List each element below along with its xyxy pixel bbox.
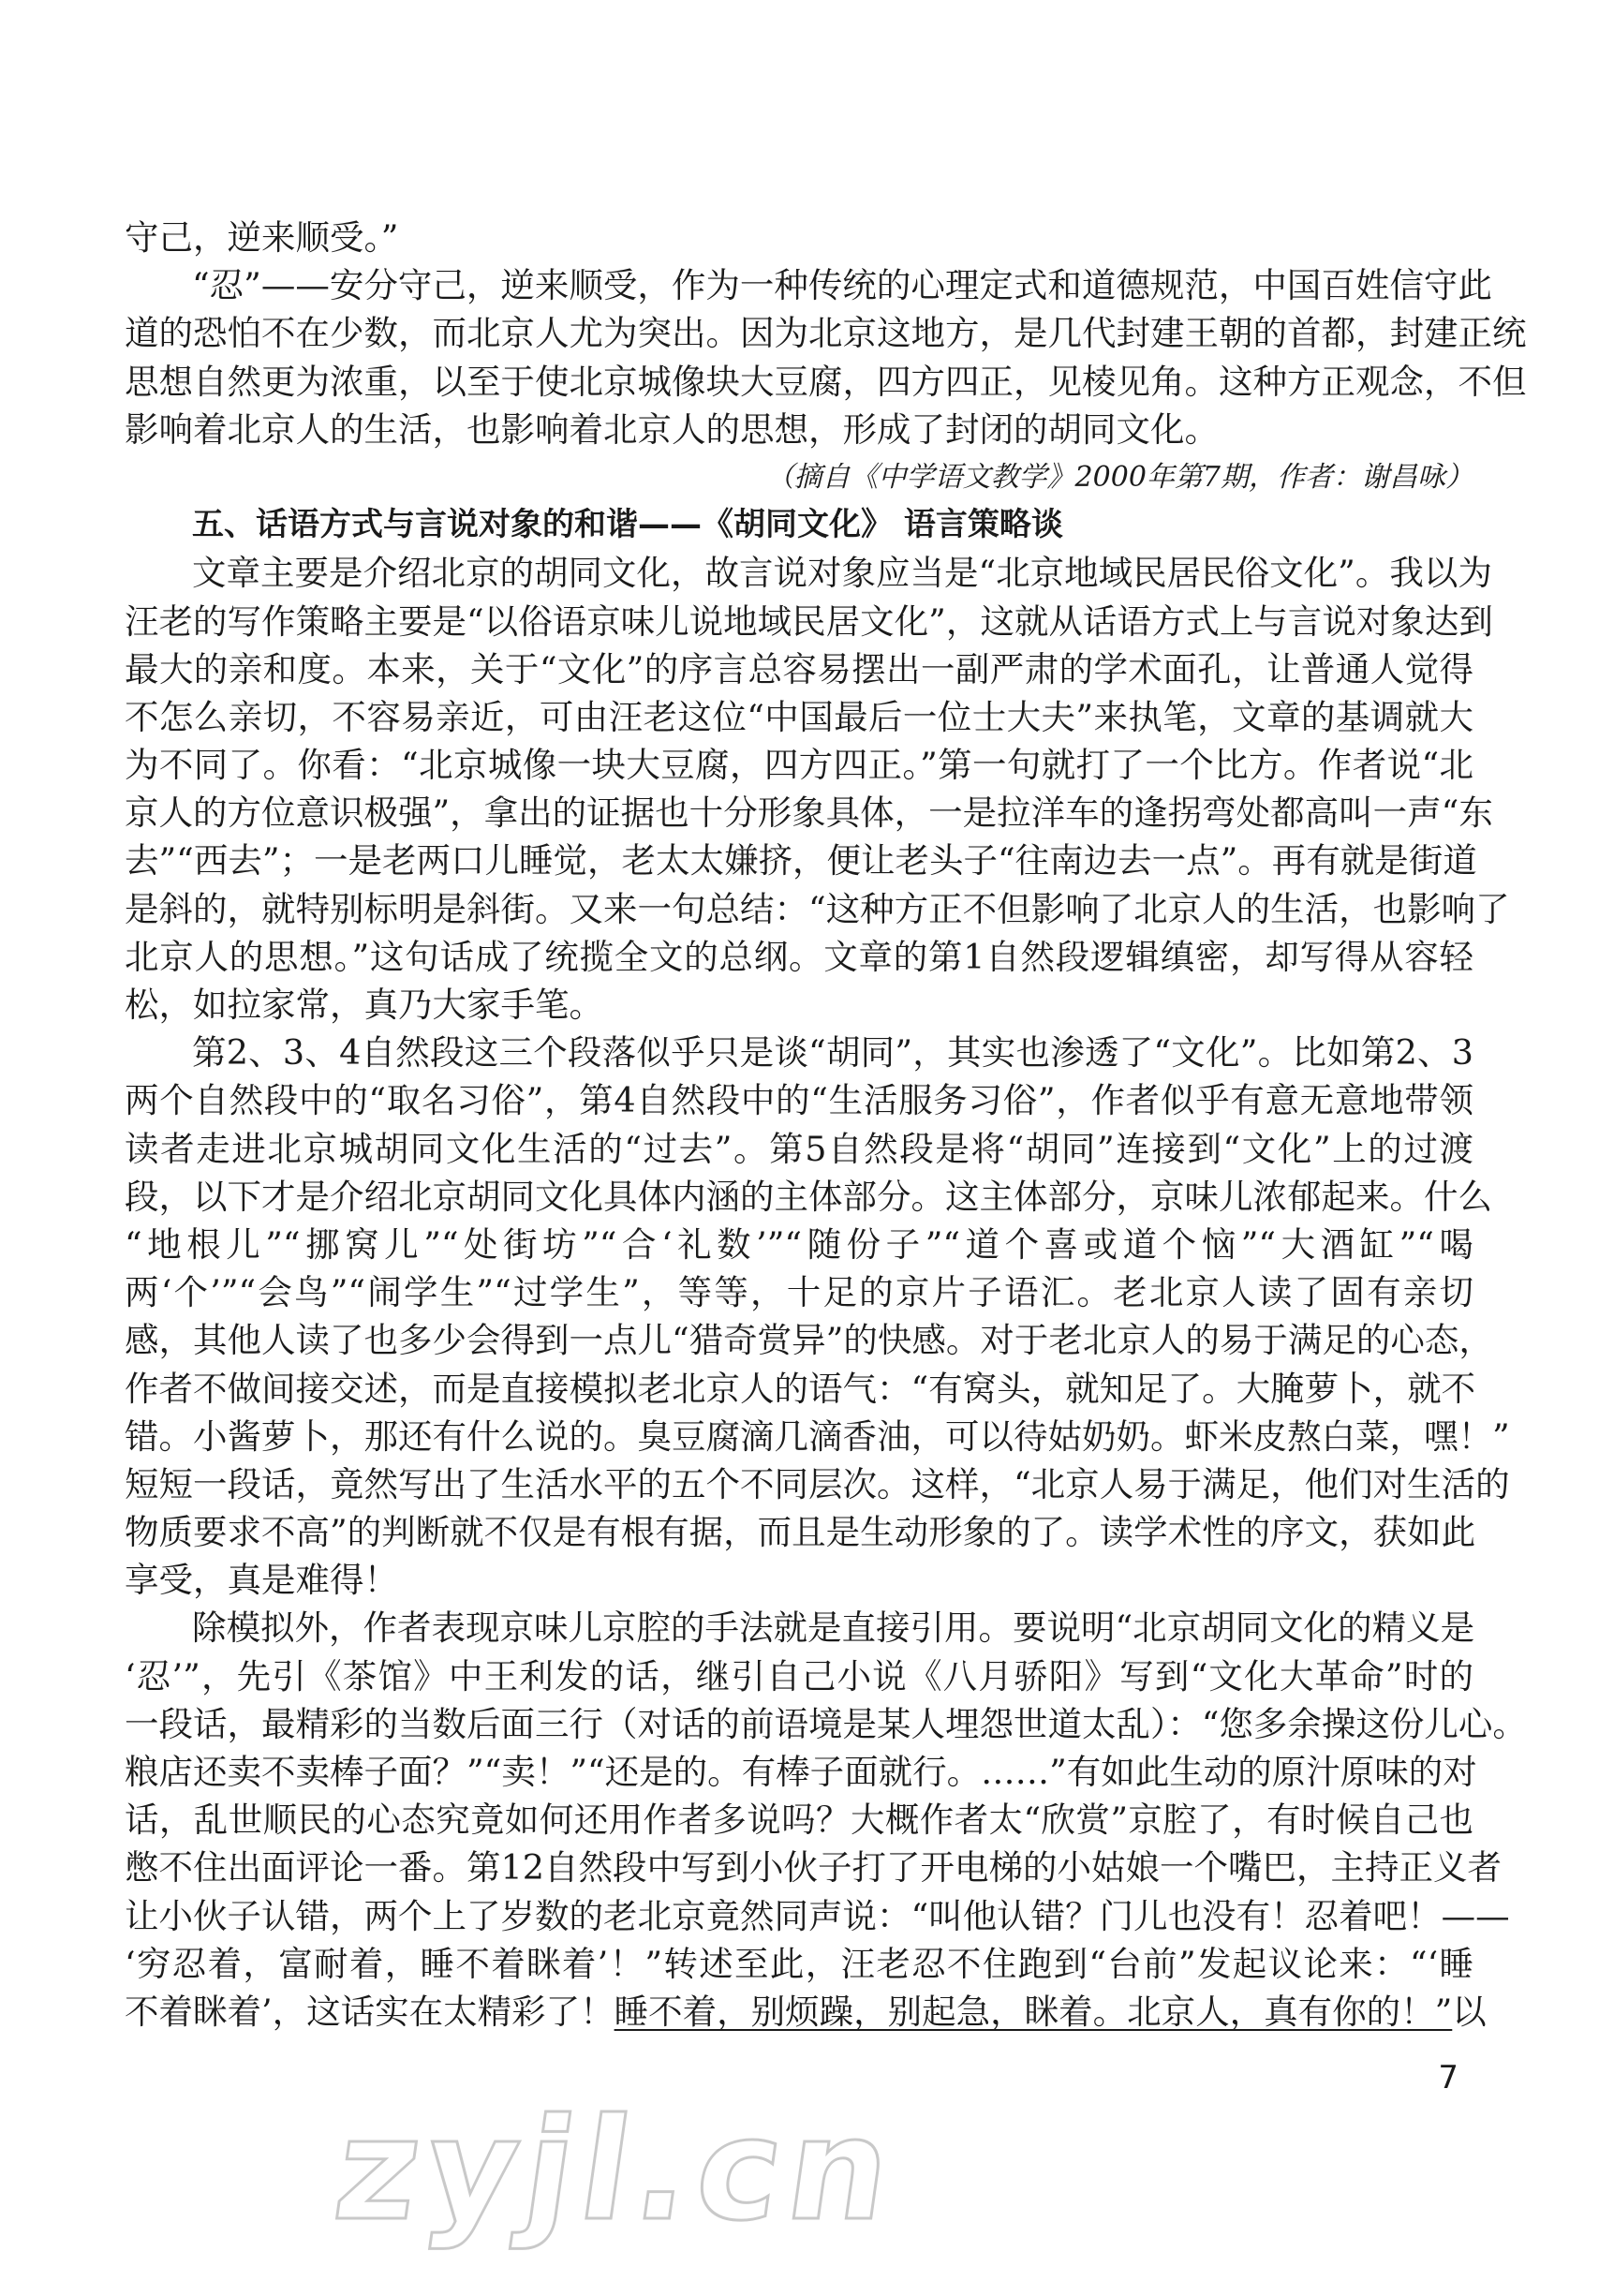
- text-line: 读者走进北京城胡同文化生活的“过去”。第5自然段是将“胡同”连接到“文化”上的过渡: [125, 1128, 1473, 1169]
- text-line: ‘忍’”，先引《茶馆》中王利发的话，继引自己小说《八月骄阳》写到“文化大革命”时的: [125, 1655, 1473, 1696]
- text-line: ‘穷忍着，富耐着，睡不着眯着’！”转述至此，汪老忍不住跑到“台前”发起议论来：“‘睡: [125, 1943, 1473, 1984]
- text-line: 作者不做间接交述，而是直接模拟老北京人的语气：“有窝头，就知足了。大腌萝卜，就不: [125, 1368, 1476, 1409]
- paragraph: [125, 549, 1510, 1029]
- source-citation: （摘自《中学语文教学》2000年第7期，作者：谢昌咏）: [765, 460, 1473, 494]
- text-line: 为不同了。你看：“北京城像一块大豆腐，四方四正。”第一句就打了一个比方。作者说“北: [125, 745, 1473, 786]
- text-line: 汪老的写作策略主要是“以俗语京味儿说地域民居文化”，这就从话语方式上与言说对象达到: [125, 600, 1493, 642]
- text-line: 是斜的，就特别标明是斜街。又来一句总结：“这种方正不但影响了北京人的生活，也影响了: [125, 888, 1510, 929]
- text-line: 一段话，最精彩的当数后面三行（对话的前语境是某人埋怨世道太乱）：“您多余操这份儿心。: [125, 1703, 1527, 1744]
- text-line: 憋不住出面评论一番。第12自然段中写到小伙子打了开电梯的小姑娘一个嘴巴，主持正义者: [125, 1847, 1502, 1889]
- text-line: 错。小酱萝卜，那还有什么说的。臭豆腐滴几滴香油，可以待姑奶奶。虾米皮熬白菜，嘿！”: [125, 1415, 1510, 1457]
- text-line: 北京人的思想。”这句话成了统揽全文的总纲。文章的第1自然段逻辑缜密，却写得从容轻: [125, 936, 1473, 977]
- text-line: 段，以下才是介绍北京胡同文化具体内涵的主体部分。这主体部分，京味儿浓郁起来。什么: [125, 1176, 1492, 1217]
- text-line: 除模拟外，作者表现京味儿京腔的手法就是直接引用。要说明“北京胡同文化的精义是: [192, 1607, 1475, 1649]
- text-line: 守己，逆来顺受。”: [125, 217, 399, 258]
- text-line: 粮店还卖不卖棒子面？”“卖！”“还是的。有棒子面就行。……”有如此生动的原汁原味的对: [125, 1752, 1477, 1792]
- page-number: 7: [1438, 2059, 1458, 2096]
- text-line: 不怎么亲切，不容易亲近，可由汪老这位“中国最后一位士大夫”来执笔，文章的基调就大: [125, 696, 1473, 737]
- text-line: 两个自然段中的“取名习俗”，第4自然段中的“生活服务习俗”，作者似乎有意无意地带领: [125, 1080, 1473, 1121]
- text-line: 松，如拉家常，真乃大家手笔。: [125, 985, 603, 1025]
- text-line: 去”“西去”；一是老两口儿睡觉，老太太嫌挤，便让老头子“往南边去一点”。再有就是街道: [125, 840, 1477, 881]
- text-segment: 以: [1452, 1991, 1487, 2032]
- text-line: “忍”——安分守己，逆来顺受，作为一种传统的心理定式和道德规范，中国百姓信守此: [192, 265, 1492, 306]
- text-line: 第2、3、4自然段这三个段落似乎只是谈“胡同”，其实也渗透了“文化”。比如第2、3: [192, 1032, 1473, 1074]
- text-line: 话，乱世顺民的心态究竟如何还用作者多说吗？大概作者太“欣赏”京腔了，有时候自己也: [125, 1800, 1473, 1841]
- text-line: 影响着北京人的生活，也影响着北京人的思想，形成了封闭的胡同文化。: [125, 408, 1219, 450]
- text-line: [125, 1988, 1487, 2036]
- text-line: 享受，真是难得！: [125, 1560, 398, 1601]
- text-line: “地根儿”“挪窝儿”“处街坊”“合‘礼数’”“随份子”“道个喜或道个恼”“大酒缸”“喝: [125, 1223, 1473, 1265]
- text-line: 最大的亲和度。本来，关于“文化”的序言总容易摆出一副严肃的学术面孔，让普通人觉得: [125, 648, 1473, 689]
- text-line: 短短一段话，竟然写出了生活水平的五个不同层次。这样，“北京人易于满足，他们对生活的: [125, 1463, 1510, 1504]
- text-line: 道的恐怕不在少数，而北京人尤为突出。因为北京这地方，是几代封建王朝的首都，封建正统: [125, 313, 1527, 354]
- text-line: 感，其他人读了也多少会得到一点儿“猎奇赏异”的快感。对于老北京人的易于满足的心态，: [125, 1320, 1493, 1361]
- article-body: [125, 214, 1527, 2036]
- text-line: 两‘个’”“会鸟”“闹学生”“过学生”，等等，十足的京片子语汇。老北京人读了固有亲切: [125, 1272, 1473, 1313]
- text-line: 京人的方位意识极强”，拿出的证据也十分形象具体，一是拉洋车的逢拐弯处都高叫一声“东: [125, 792, 1493, 834]
- section-heading: 五、话语方式与言说对象的和谐——《胡同文化》 语言策略谈: [192, 506, 1063, 544]
- text-segment: 不着眯着’，这话实在太精彩了！: [125, 1991, 614, 2032]
- underlined-quote: 睡不着，别烦躁，别起急，眯着。北京人，真有你的！”: [614, 1991, 1453, 2032]
- text-line: 文章主要是介绍北京的胡同文化，故言说对象应当是“北京地域民居民俗文化”。我以为: [192, 553, 1492, 594]
- paragraph: [125, 1029, 1510, 1604]
- text-line: 思想自然更为浓重，以至于使北京城像块大豆腐，四方四正，见棱见角。这种方正观念，不但: [125, 361, 1527, 402]
- text-line: 物质要求不高”的判断就不仅是有根有据，而且是生动形象的了。读学术性的序文，获如此: [125, 1512, 1476, 1553]
- watermark-logo: zyjl.cn: [325, 2089, 908, 2252]
- text-line: 让小伙子认错，两个上了岁数的老北京竟然同声说：“叫他认错？门儿也没有！忍着吧！——: [125, 1895, 1510, 1936]
- paragraph: [125, 1604, 1527, 2036]
